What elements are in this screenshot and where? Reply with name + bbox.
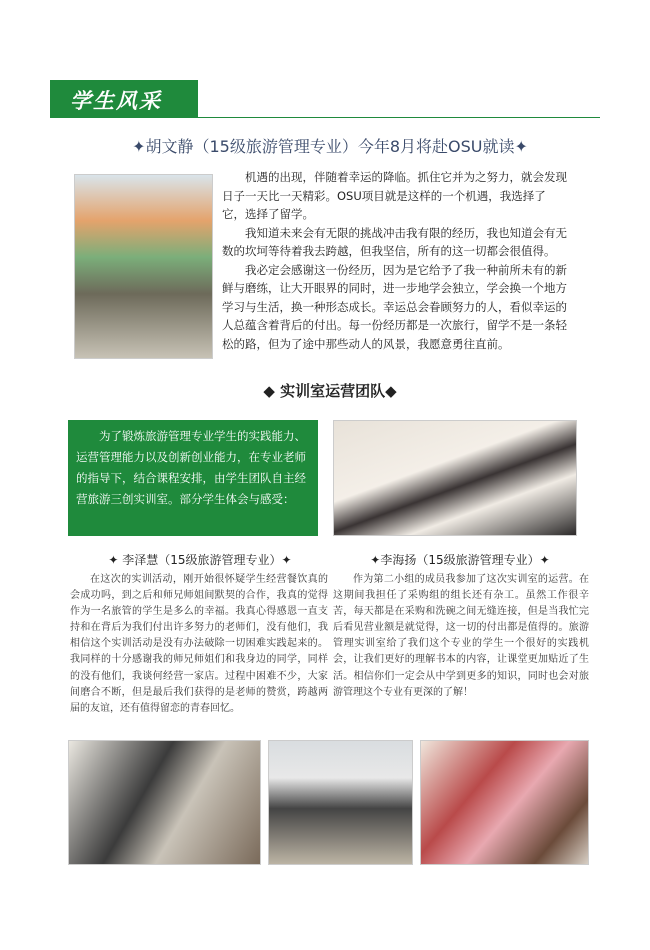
team-photo — [333, 420, 577, 536]
paragraph: 我必定会感谢这一份经历，因为是它给予了我一种前所未有的新鲜与磨练，让大开眼界的同时，进一步地学会独立，学会换一个地方学习与生活，换一种形态成长。幸运总会眷顾努力的人，看似幸运的人总蕴含着背后的付出。每一份经历都是一次旅行，留学不是一条轻松的路，但为了途中那些动人的风景，我愿意勇往直前。 — [222, 262, 567, 351]
section-heading: ◆ 实训室运营团队◆ — [263, 382, 397, 400]
student-photo — [74, 174, 213, 359]
group-photo — [268, 740, 413, 865]
paragraph: 我知道未来会有无限的挑战冲击我有限的经历，我也知道会有无数的坎坷等待着我去跨越，但我坚信，所有的这一切都会很值得。 — [222, 225, 567, 258]
message-board-photo — [420, 740, 589, 865]
paragraph: 机遇的出现，伴随着幸运的降临。抓住它并为之努力，就会发现日子一天比一天精彩。OSU项目就是这样的一个机遇，我选择了它，选择了留学。 — [222, 170, 567, 221]
student-name: ✦ 李泽慧（15级旅游管理专业）✦ — [108, 553, 292, 567]
feature-text — [222, 168, 567, 353]
student-text: 作为第二小组的成员我参加了这次实训室的运营。在这期间我担任了采购组的组长还有杂工。虽然工作很辛苦，每天都是在采购和洗碗之间无缝连接，但是当我忙完后看见营业额是就觉得，这一切的付出都是值得的。旅游管理实训室给了我们这个专业的学生一个很好的实践机会，让我们更好的理解书本的内容，让课堂更加贴近了生活。相信你们一定会从中学到更多的知识，同时也会对旅游管理这个专业有更深的了解！ — [333, 574, 589, 698]
feature-title: ✦胡文静（15级旅游管理专业）今年8月将赴OSU就读✦ — [132, 137, 528, 156]
intro-box: 为了锻炼旅游管理专业学生的实践能力、运营管理能力以及创新创业能力，在专业老师的指导下，结合课程安排，由学生团队自主经营旅游三创实训室。部分学生体会与感受： — [68, 420, 318, 536]
student-name: ✦李海扬（15级旅游管理专业）✦ — [370, 553, 550, 567]
divider — [198, 117, 600, 118]
section-banner: 学生风采 — [50, 80, 198, 118]
activity-photo — [68, 740, 261, 865]
student-text: 在这次的实训活动，刚开始很怀疑学生经营餐饮真的会成功吗，到之后和师兄师姐间默契的合作，我真的觉得作为一名旅管的学生是多么的幸福。我真心得感恩一直支持和在背后为我们付出许多努力的老师们，没有他们，我相信这个实训活动是没有办法破除一切困难实践起来的。我同样的十分感谢我的师兄师姐们和我身边的同学，同样的没有他们，我谈何经营一家店。过程中困难不少，大家间磨合不断，但是最后我们获得的是老师的赞赏，跨越两届的友谊，还有值得留恋的青春回忆。 — [70, 574, 328, 714]
